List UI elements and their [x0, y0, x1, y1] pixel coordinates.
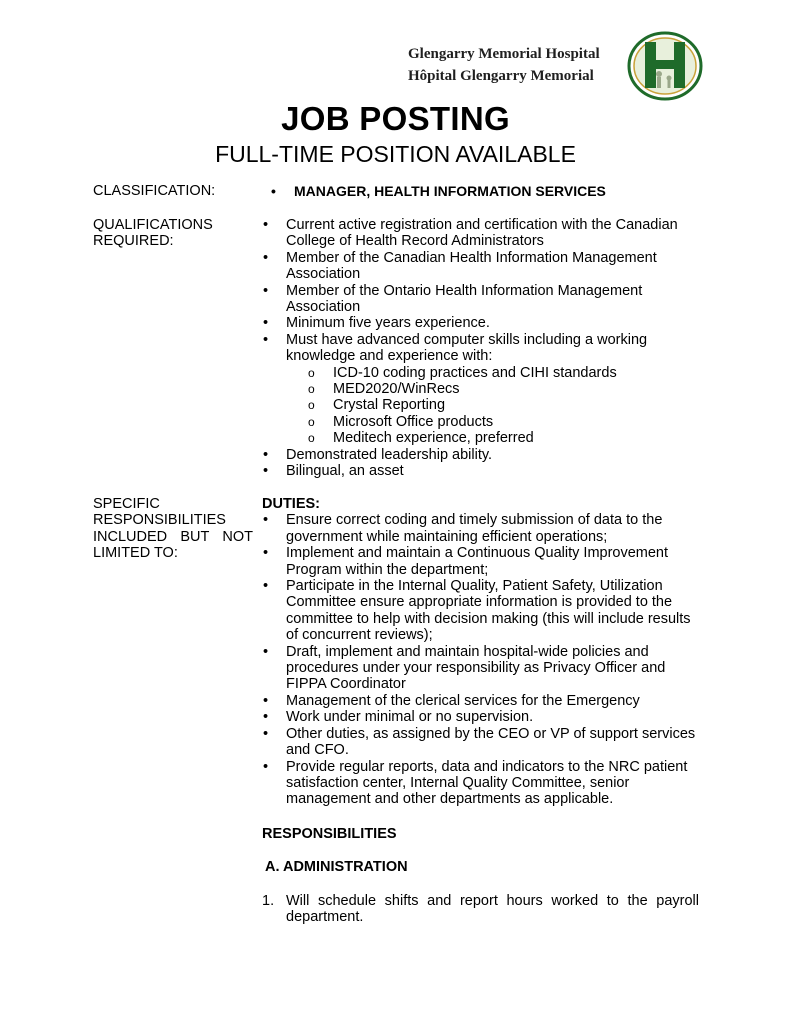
- list-item: • Bilingual, an asset: [262, 463, 702, 479]
- qualifications-list: [262, 217, 702, 480]
- computer-skills-sublist: [262, 365, 702, 447]
- org-name-french: Hôpital Glengarry Memorial: [408, 68, 594, 84]
- section-heading-administration: A. ADMINISTRATION: [265, 859, 408, 875]
- page-subtitle: FULL-TIME POSITION AVAILABLE: [215, 141, 576, 167]
- item-text: Will schedule shifts and report hours worked to the payroll department.: [286, 893, 699, 926]
- list-item: • Provide regular reports, data and indicators to the NRC patient satisfaction center, Internal Quality Committee, senior management and other departments as applicable.: [262, 759, 702, 808]
- qualifications-label: QUALIFICATIONS REQUIRED:: [93, 217, 213, 250]
- list-item: • Current active registration and certification with the Canadian College of Health Record Administrators: [262, 217, 702, 250]
- list-item: • Member of the Canadian Health Information Management Association: [262, 250, 702, 283]
- list-item: • Management of the clerical services for the Emergency: [262, 693, 702, 709]
- responsibilities-label: SPECIFIC RESPONSIBILITIES INCLUDED BUT NOT LIMITED TO:: [93, 496, 253, 562]
- sub-list-item: o ICD-10 coding practices and CIHI standards: [308, 365, 702, 381]
- classification-value-list: [270, 183, 710, 199]
- list-item: • Must have advanced computer skills including a working knowledge and experience with:: [262, 332, 702, 365]
- list-item: • Member of the Ontario Health Information Management Association: [262, 283, 702, 316]
- org-name-english: Glengarry Memorial Hospital: [408, 46, 600, 62]
- sub-list-item: o Crystal Reporting: [308, 397, 702, 413]
- numbered-item: [262, 893, 699, 926]
- list-item: • Work under minimal or no supervision.: [262, 709, 702, 725]
- list-item: • Participate in the Internal Quality, Patient Safety, Utilization Committee ensure appropriate information is provided to the committee to help with decision making (this will include results of concurrent reviews);: [262, 578, 702, 644]
- sub-list-item: o Microsoft Office products: [308, 414, 702, 430]
- item-number: 1.: [262, 893, 275, 909]
- list-item: • Demonstrated leadership ability.: [262, 447, 702, 463]
- sub-list-item: o MED2020/WinRecs: [308, 381, 702, 397]
- duties-heading: DUTIES:: [262, 496, 320, 512]
- letterhead: [408, 44, 704, 100]
- list-item: • Other duties, as assigned by the CEO or VP of support services and CFO.: [262, 726, 702, 759]
- duties-section: [262, 496, 702, 808]
- list-item: • Implement and maintain a Continuous Quality Improvement Program within the department;: [262, 545, 702, 578]
- responsibilities-heading: RESPONSIBILITIES: [262, 826, 397, 842]
- classification-label: CLASSIFICATION:: [93, 183, 216, 199]
- list-item: • Minimum five years experience.: [262, 315, 702, 331]
- sub-list-item: o Meditech experience, preferred: [308, 430, 702, 446]
- page-title: JOB POSTING: [281, 100, 510, 137]
- list-item: • Draft, implement and maintain hospital-wide policies and procedures under your responsibility as Privacy Officer and FIPPA Coordinator: [262, 644, 702, 693]
- hospital-logo-icon: [626, 30, 704, 102]
- classification-value: • MANAGER, HEALTH INFORMATION SERVICES: [270, 183, 710, 199]
- list-item: • Ensure correct coding and timely submission of data to the government while maintaining efficient operations;: [262, 512, 702, 545]
